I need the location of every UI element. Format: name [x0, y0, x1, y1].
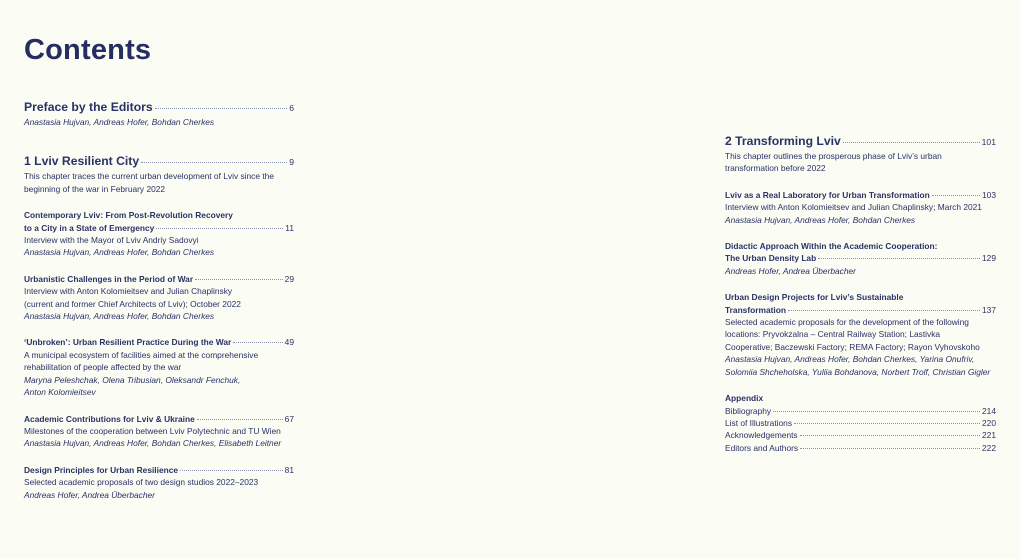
- page-number: 67: [284, 413, 294, 424]
- toc-entry[interactable]: [24, 273, 294, 323]
- dot-leader: [818, 258, 980, 259]
- toc-heading-row[interactable]: [725, 189, 996, 201]
- appendix-item[interactable]: [725, 429, 996, 441]
- page-number: 81: [284, 464, 294, 475]
- page-number: 101: [981, 137, 996, 147]
- toc-heading[interactable]: Preface by the Editors: [24, 100, 153, 114]
- page-number: 129: [982, 253, 996, 264]
- toc-heading[interactable]: ‘Unbroken’: Urban Resilient Practice During the War: [24, 337, 232, 348]
- appendix-item-label[interactable]: Editors and Authors: [725, 442, 799, 453]
- entry-authors: Maryna Peleshchak, Olena Tribusian, Oleksandr Fenchuk,: [24, 374, 241, 385]
- entry-description: Interview with Anton Kolomieitsev and Julian Chaplinsky: [24, 286, 233, 297]
- dot-leader: [794, 423, 980, 424]
- toc-heading[interactable]: 2 Transforming Lviv: [725, 134, 841, 148]
- appendix-item[interactable]: [725, 442, 996, 454]
- page-number: 6: [289, 103, 294, 113]
- dot-leader: [843, 142, 980, 143]
- toc-heading[interactable]: Didactic Approach Within the Academic Cooperation:: [725, 241, 938, 252]
- toc-heading[interactable]: Design Principles for Urban Resilience: [24, 464, 179, 475]
- toc-heading-row[interactable]: [725, 134, 996, 150]
- page-number: 222: [982, 442, 996, 453]
- toc-entry[interactable]: [725, 291, 996, 378]
- toc-heading[interactable]: Urbanistic Challenges in the Period of War: [24, 273, 194, 284]
- dot-leader: [155, 108, 288, 109]
- appendix-item-label[interactable]: Acknowledgements: [725, 430, 798, 441]
- toc-entry[interactable]: [24, 336, 294, 398]
- entry-description: locations: Pryvokzalna – Central Railway Station; Lastivka: [725, 329, 941, 340]
- contents-left-column: [24, 100, 294, 501]
- entry-description: Selected academic proposals of two design studios 2022–2023: [24, 477, 259, 488]
- toc-heading-row[interactable]: [24, 273, 294, 285]
- appendix-title: Appendix: [725, 393, 764, 404]
- dot-leader: [141, 162, 287, 163]
- entry-authors: Andreas Hofer, Andrea Überbacher: [725, 265, 856, 276]
- toc-heading-row[interactable]: [24, 413, 294, 425]
- dot-leader: [800, 448, 980, 449]
- dot-leader: [197, 419, 283, 420]
- toc-entry[interactable]: [725, 134, 996, 175]
- toc-heading[interactable]: The Urban Density Lab: [725, 253, 817, 264]
- entry-authors: Anastasia Hujvan, Andreas Hofer, Bohdan Cherkes: [24, 311, 215, 322]
- entry-authors: Anton Kolomieitsev: [24, 387, 96, 398]
- toc-entry[interactable]: [725, 240, 996, 277]
- toc-entry[interactable]: [24, 209, 294, 259]
- dot-leader: [156, 228, 283, 229]
- toc-entry[interactable]: [24, 100, 294, 128]
- dot-leader: [773, 411, 980, 412]
- toc-heading[interactable]: Urban Design Projects for Lviv’s Sustainable: [725, 292, 904, 303]
- toc-heading[interactable]: to a City in a State of Emergency: [24, 222, 155, 233]
- entry-description: Cooperative; Baczewski Factory; REMA Factory; Rayon Vyhovskoho: [725, 341, 980, 352]
- page-number: 9: [289, 157, 294, 168]
- toc-heading-row[interactable]: [24, 464, 294, 476]
- page-title: Contents: [24, 34, 152, 66]
- page-number: 29: [284, 273, 294, 284]
- toc-heading-row[interactable]: [725, 304, 996, 316]
- toc-heading-row[interactable]: [24, 154, 294, 170]
- entry-authors: Anastasia Hujvan, Andreas Hofer, Bohdan Cherkes: [24, 117, 215, 127]
- entry-authors: Andreas Hofer, Andrea Überbacher: [24, 489, 155, 500]
- entry-description: beginning of the war in February 2022: [24, 183, 166, 194]
- page-number: 220: [982, 417, 996, 428]
- toc-heading-row[interactable]: [24, 100, 294, 116]
- entry-description: A municipal ecosystem of facilities aimed at the comprehensive: [24, 349, 259, 360]
- entry-description: Milestones of the cooperation between Lviv Polytechnic and TU Wien: [24, 425, 281, 436]
- toc-heading[interactable]: 1 Lviv Resilient City: [24, 154, 140, 169]
- toc-heading[interactable]: Lviv as a Real Laboratory for Urban Transformation: [725, 189, 930, 200]
- page-number: 221: [982, 430, 996, 441]
- page-number: 214: [982, 405, 996, 416]
- dot-leader: [932, 195, 980, 196]
- entry-description: Interview with the Mayor of Lviv Andriy Sadovyi: [24, 235, 199, 246]
- appendix-item-label[interactable]: Bibliography: [725, 405, 772, 416]
- page-number: 11: [285, 222, 294, 233]
- toc-entry[interactable]: [725, 189, 996, 226]
- toc-heading[interactable]: Contemporary Lviv: From Post-Revolution Recovery: [24, 210, 233, 221]
- toc-heading-row[interactable]: [725, 252, 996, 264]
- toc-heading[interactable]: Academic Contributions for Lviv & Ukraine: [24, 413, 195, 424]
- toc-heading-row[interactable]: [24, 222, 294, 234]
- dot-leader: [800, 435, 980, 436]
- toc-entry[interactable]: [24, 413, 294, 450]
- entry-description: This chapter traces the current urban development of Lviv since the: [24, 171, 274, 182]
- toc-entry[interactable]: [24, 464, 294, 501]
- entry-authors: Solomiia Shcheholska, Yuliia Bohdanova, Norbert Trolf, Christian Gigler: [725, 366, 991, 377]
- dot-leader: [233, 342, 282, 343]
- entry-description: Interview with Anton Kolomieitsev and Julian Chaplinsky; March 2021: [725, 202, 982, 213]
- appendix-item[interactable]: [725, 417, 996, 429]
- entry-description: Selected academic proposals for the development of the following: [725, 317, 969, 328]
- entry-description: rehabilitation of people affected by the war: [24, 362, 182, 373]
- page-number: 49: [284, 337, 294, 348]
- contents-right-column: [725, 134, 996, 454]
- page-number: 137: [982, 304, 996, 315]
- toc-entry[interactable]: [24, 154, 294, 195]
- appendix-item[interactable]: [725, 405, 996, 417]
- entry-description: (current and former Chief Architects of Lviv); October 2022: [24, 298, 241, 309]
- toc-heading[interactable]: Transformation: [725, 304, 786, 315]
- dot-leader: [195, 279, 283, 280]
- entry-authors: Anastasia Hujvan, Andreas Hofer, Bohdan Cherkes, Elisabeth Leitner: [24, 438, 282, 449]
- dot-leader: [788, 310, 980, 311]
- entry-authors: Anastasia Hujvan, Andreas Hofer, Bohdan Cherkes: [24, 247, 215, 258]
- page-number: 103: [982, 189, 996, 200]
- toc-heading-row[interactable]: [24, 336, 294, 348]
- appendix-section: [725, 392, 996, 454]
- entry-authors: Anastasia Hujvan, Andreas Hofer, Bohdan Cherkes: [725, 214, 916, 225]
- dot-leader: [180, 470, 283, 471]
- appendix-item-label[interactable]: List of Illustrations: [725, 417, 793, 428]
- entry-authors: Anastasia Hujvan, Andreas Hofer, Bohdan Cherkes, Yarina Onufriv,: [725, 354, 975, 365]
- entry-description: transformation before 2022: [725, 163, 826, 174]
- entry-description: This chapter outlines the prosperous phase of Lviv’s urban: [725, 151, 942, 161]
